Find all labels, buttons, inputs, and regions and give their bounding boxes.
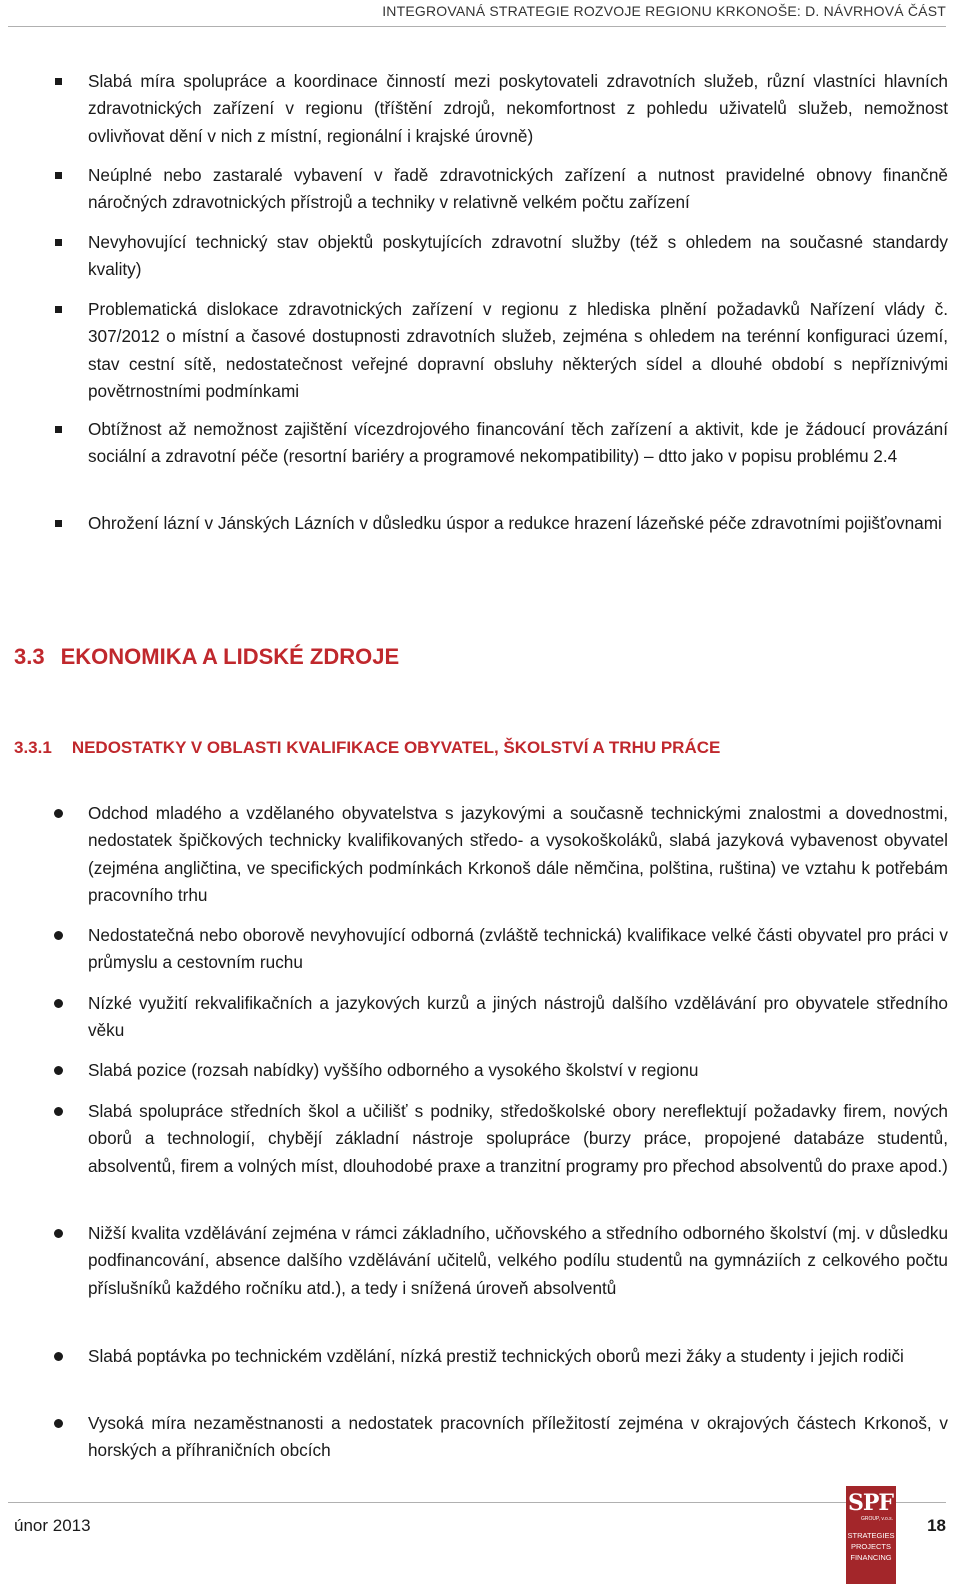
subsection-title: NEDOSTATKY V OBLASTI KVALIFIKACE OBYVATEL, ŠKOLSTVÍ A TRHU PRÁCE	[71, 738, 721, 757]
round-bullet-icon	[54, 809, 63, 818]
page-number: 18	[927, 1516, 946, 1535]
spf-logo	[846, 1486, 896, 1584]
subsection-number: 3.3.1	[14, 738, 52, 757]
list-item: Neúplné nebo zastaralé vybavení v řadě zdravotnických zařízení a nutnost pravidelné obnovy finančně náročných zdravotnických přístrojů a techniky v relativně velkém počtu zařízení	[50, 162, 948, 217]
logo-group-text: GROUP, v.o.s.	[860, 1516, 893, 1522]
logo-mark: SPF	[848, 1490, 894, 1516]
list-item: Vysoká míra nezaměstnanosti a nedostatek pracovních příležitostí zejména v okrajových částech Krkonoš, v horských a příhraničních obcích	[50, 1410, 948, 1465]
list-item: Slabá pozice (rozsah nabídky) vyššího odborného a vysokého školství v regionu	[50, 1057, 948, 1084]
round-bullet-icon	[54, 1066, 63, 1075]
footer-divider	[8, 1502, 946, 1503]
list-item: Problematická dislokace zdravotnických zařízení v regionu z hlediska plnění požadavků Nařízení vlády č. 307/2012 o místní a časové dostupnosti zdravotních služeb, zejména s ohledem na terénní konfiguraci území, stav cestní sítě, nedostatečnost veřejné dopravní obsluhy některých sídel a dlouhé období s nepříznivými povětrnostními podmínkami	[50, 296, 948, 405]
header-divider	[8, 26, 946, 27]
document-title: INTEGROVANÁ STRATEGIE ROZVOJE REGIONU KRKONOŠE: D. NÁVRHOVÁ ČÁST	[382, 3, 946, 19]
square-bullet-icon	[55, 172, 62, 179]
square-bullet-icon	[55, 426, 62, 433]
list-item: Nižší kvalita vzdělávání zejména v rámci základního, učňovského a středního odborného školství (mj. v důsledku podfinancování, absence dalšího vzdělávání učitelů, velkého podílu studentů na gymnáziích z celkového počtu příslušníků každého ročníku atd.), a tedy i snížená úroveň absolventů	[50, 1220, 948, 1302]
round-bullet-icon	[54, 1352, 63, 1361]
section-number: 3.3	[14, 644, 45, 669]
square-bullet-icon	[55, 239, 62, 246]
square-bullet-icon	[55, 306, 62, 313]
logo-tagline: STRATEGIES PROJECTS FINANCING	[847, 1531, 895, 1562]
subsection-heading	[14, 738, 720, 758]
list-item: Nevyhovující technický stav objektů poskytujících zdravotní služby (též s ohledem na současné standardy kvality)	[50, 229, 948, 284]
list-item: Slabá míra spolupráce a koordinace činností mezi poskytovateli zdravotních služeb, různí vlastníci hlavních zdravotnických zařízení v regionu (tříštění zdrojů, nekomfortnost z pohledu uživatelů služeb, nemožnost ovlivňovat dění v nich z místní, regionální i krajské úrovně)	[50, 68, 948, 150]
round-bullet-icon	[54, 1107, 63, 1116]
square-bullet-icon	[55, 78, 62, 85]
list-item: Slabá spolupráce středních škol a učilišť s podniky, středoškolské obory nereflektují požadavky firem, nových oborů a technologií, chybějí základní nástroje spolupráce (burzy práce, propojené databáze studentů, absolventů, firem a volných míst, dlouhodobé praxe a tranzitní programy pro přechod absolventů do praxe apod.)	[50, 1098, 948, 1180]
page-header	[0, 0, 960, 26]
list-item: Obtížnost až nemožnost zajištění vícezdrojového financování těch zařízení a aktivit, kde je žádoucí provázání sociální a zdravotní péče (resortní bariéry a programové nekompatibility) – dtto jako v popisu problému 2.4	[50, 416, 948, 471]
list-item: Slabá poptávka po technickém vzdělání, nízká prestiž technických oborů mezi žáky a studenty i jejich rodiči	[50, 1343, 948, 1370]
footer-date: únor 2013	[14, 1516, 91, 1535]
list-item: Nízké využití rekvalifikačních a jazykových kurzů a jiných nástrojů dalšího vzdělávání pro obyvatele středního věku	[50, 990, 948, 1045]
list-item: Nedostatečná nebo oborově nevyhovující odborná (zvláště technická) kvalifikace velké části obyvatel pro práci v průmyslu a cestovním ruchu	[50, 922, 948, 977]
section-heading	[14, 644, 399, 670]
round-bullet-icon	[54, 1419, 63, 1428]
round-bullet-icon	[54, 999, 63, 1008]
section-title: EKONOMIKA A LIDSKÉ ZDROJE	[60, 644, 400, 669]
list-item: Ohrožení lázní v Jánských Lázních v důsledku úspor a redukce hrazení lázeňské péče zdravotními pojišťovnami	[50, 510, 948, 537]
round-bullet-icon	[54, 1229, 63, 1238]
square-bullet-icon	[55, 520, 62, 527]
round-bullet-icon	[54, 931, 63, 940]
list-item: Odchod mladého a vzdělaného obyvatelstva s jazykovými a současně technickými znalostmi a dovednostmi, nedostatek špičkových technicky kvalifikovaných středo- a vysokoškoláků, slabá jazyková vybavenost obyvatel (zejména angličtina, ve specifických podmínkách Krkonoš dále němčina, polština, ruština) ve vztahu k potřebám pracovního trhu	[50, 800, 948, 909]
